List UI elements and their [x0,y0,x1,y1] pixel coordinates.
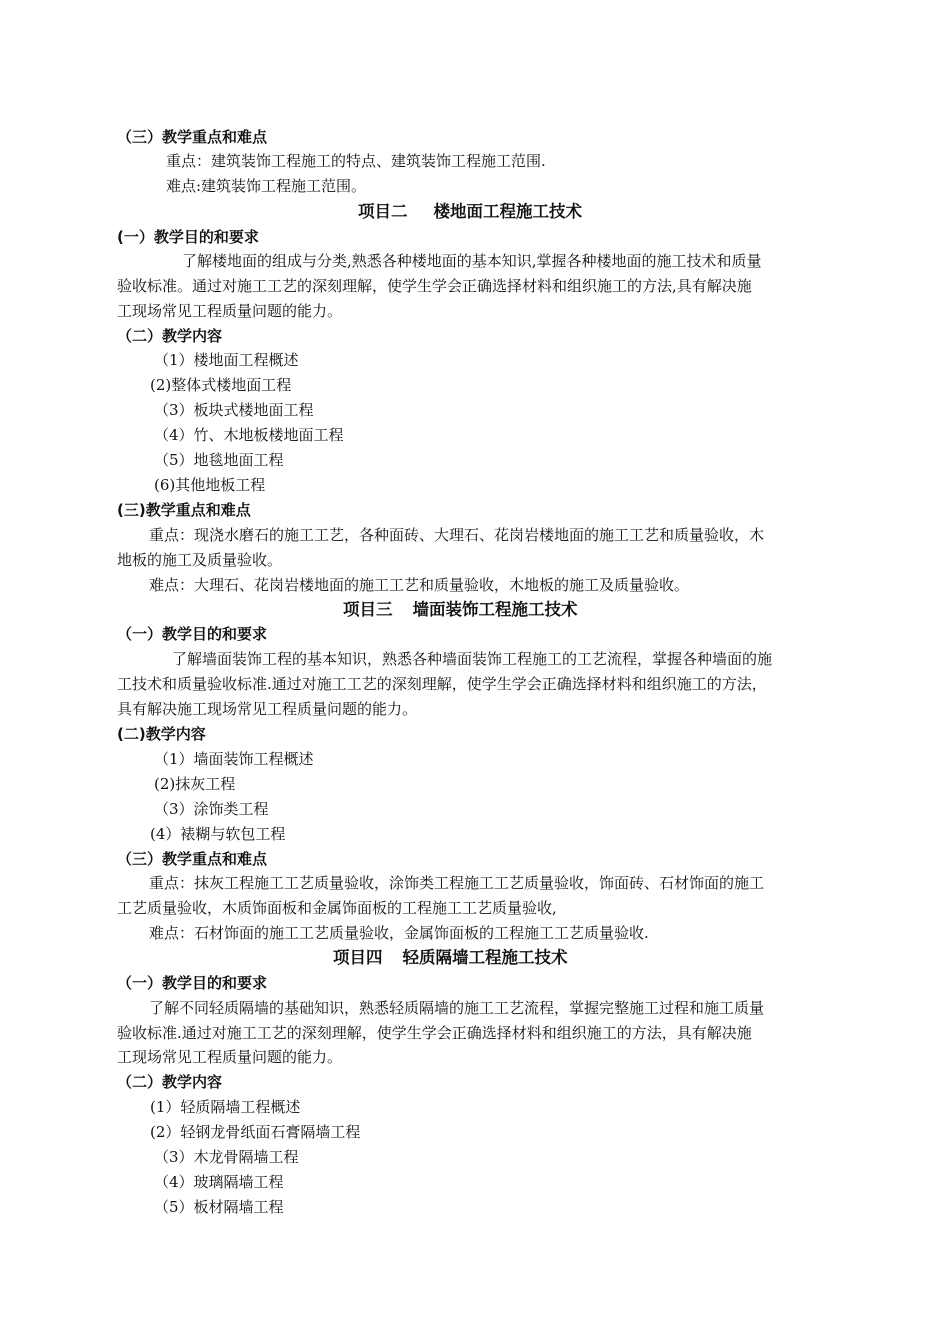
paragraph-line: 重点：抹灰工程施工工艺质量验收，涂饰类工程施工工艺质量验收，饰面砖、石材饰面的施工 [149,874,765,892]
section-heading-goals: （一）教学目的和要求 [117,974,268,992]
paragraph-line: 工艺质量验收，木质饰面板和金属饰面板的工程施工工艺质量验收, [117,899,557,917]
project-title [333,947,568,969]
paragraph-line: 了解楼地面的组成与分类,熟悉各种楼地面的基本知识,掌握各种楼地面的施工技术和质量 [182,252,762,270]
list-item: (1）轻质隔墙工程概述 [150,1098,301,1116]
list-item: （5）地毯地面工程 [154,451,284,469]
section-heading-content: （二）教学内容 [117,1073,223,1091]
section-heading-content: （二）教学内容 [117,327,223,345]
paragraph-line: 验收标准.通过对施工工艺的深刻理解，使学生学会正确选择材料和组织施工的方法，具有解决施 [117,1024,752,1042]
list-item: （3）板块式楼地面工程 [154,401,314,419]
key-point-text: 重点：建筑装饰工程施工的特点、建筑装饰工程施工范围. [166,152,546,170]
list-item: （3）木龙骨隔墙工程 [154,1148,299,1166]
section-heading-key-points: （三）教学重点和难点 [117,850,268,868]
project-number: 项目二 [358,202,408,221]
list-item: (2）轻钢龙骨纸面石膏隔墙工程 [150,1123,361,1141]
project-name: 墙面装饰工程施工技术 [412,600,578,619]
project-title [358,201,582,223]
list-item: (2)抹灰工程 [154,775,236,793]
list-item: （3）涂饰类工程 [154,800,269,818]
paragraph-line: 具有解决施工现场常见工程质量问题的能力。 [117,700,418,718]
paragraph-line: 工技术和质量验收标准.通过对施工工艺的深刻理解，使学生学会正确选择材料和组织施工的方法， [117,675,767,693]
paragraph-line: 了解墙面装饰工程的基本知识，熟悉各种墙面装饰工程施工的工艺流程，掌握各种墙面的施 [172,650,773,668]
section-heading-key-points: (三)教学重点和难点 [117,501,251,519]
list-item: （1）墙面装饰工程概述 [154,750,314,768]
list-item: （5）板材隔墙工程 [154,1198,284,1216]
project-name: 轻质隔墙工程施工技术 [402,948,568,967]
project-name: 楼地面工程施工技术 [433,202,582,221]
list-item: (2)整体式楼地面工程 [150,376,292,394]
project-title [343,599,578,621]
difficulty-text: 难点:建筑装饰工程施工范围。 [166,177,367,195]
list-item: (6)其他地板工程 [154,476,266,494]
section-heading-goals: （一）教学目的和要求 [117,625,268,643]
list-item: （4）竹、木地板楼地面工程 [154,426,344,444]
paragraph-line: 重点：现浇水磨石的施工工艺，各种面砖、大理石、花岗岩楼地面的施工工艺和质量验收，木 [149,526,765,544]
difficulty-text: 难点：石材饰面的施工工艺质量验收，金属饰面板的工程施工工艺质量验收. [149,924,649,942]
paragraph-line: 工现场常见工程质量问题的能力。 [117,302,343,320]
list-item: （1）楼地面工程概述 [154,351,299,369]
difficulty-text: 难点：大理石、花岗岩楼地面的施工工艺和质量验收，木地板的施工及质量验收。 [149,576,690,594]
paragraph-line: 验收标准。通过对施工工艺的深刻理解，使学生学会正确选择材料和组织施工的方法,具有解决施 [117,277,752,295]
section-heading-key-points: （三）教学重点和难点 [117,128,268,146]
paragraph-line: 工现场常见工程质量问题的能力。 [117,1048,343,1066]
project-number: 项目四 [333,948,383,967]
section-heading-content: (二)教学内容 [117,725,206,743]
paragraph-line: 了解不同轻质隔墙的基础知识，熟悉轻质隔墙的施工工艺流程，掌握完整施工过程和施工质量 [149,999,765,1017]
section-heading-goals: (一）教学目的和要求 [117,228,259,246]
list-item: (4）裱糊与软包工程 [150,825,286,843]
list-item: （4）玻璃隔墙工程 [154,1173,284,1191]
paragraph-line: 地板的施工及质量验收。 [117,551,283,569]
project-number: 项目三 [343,600,393,619]
